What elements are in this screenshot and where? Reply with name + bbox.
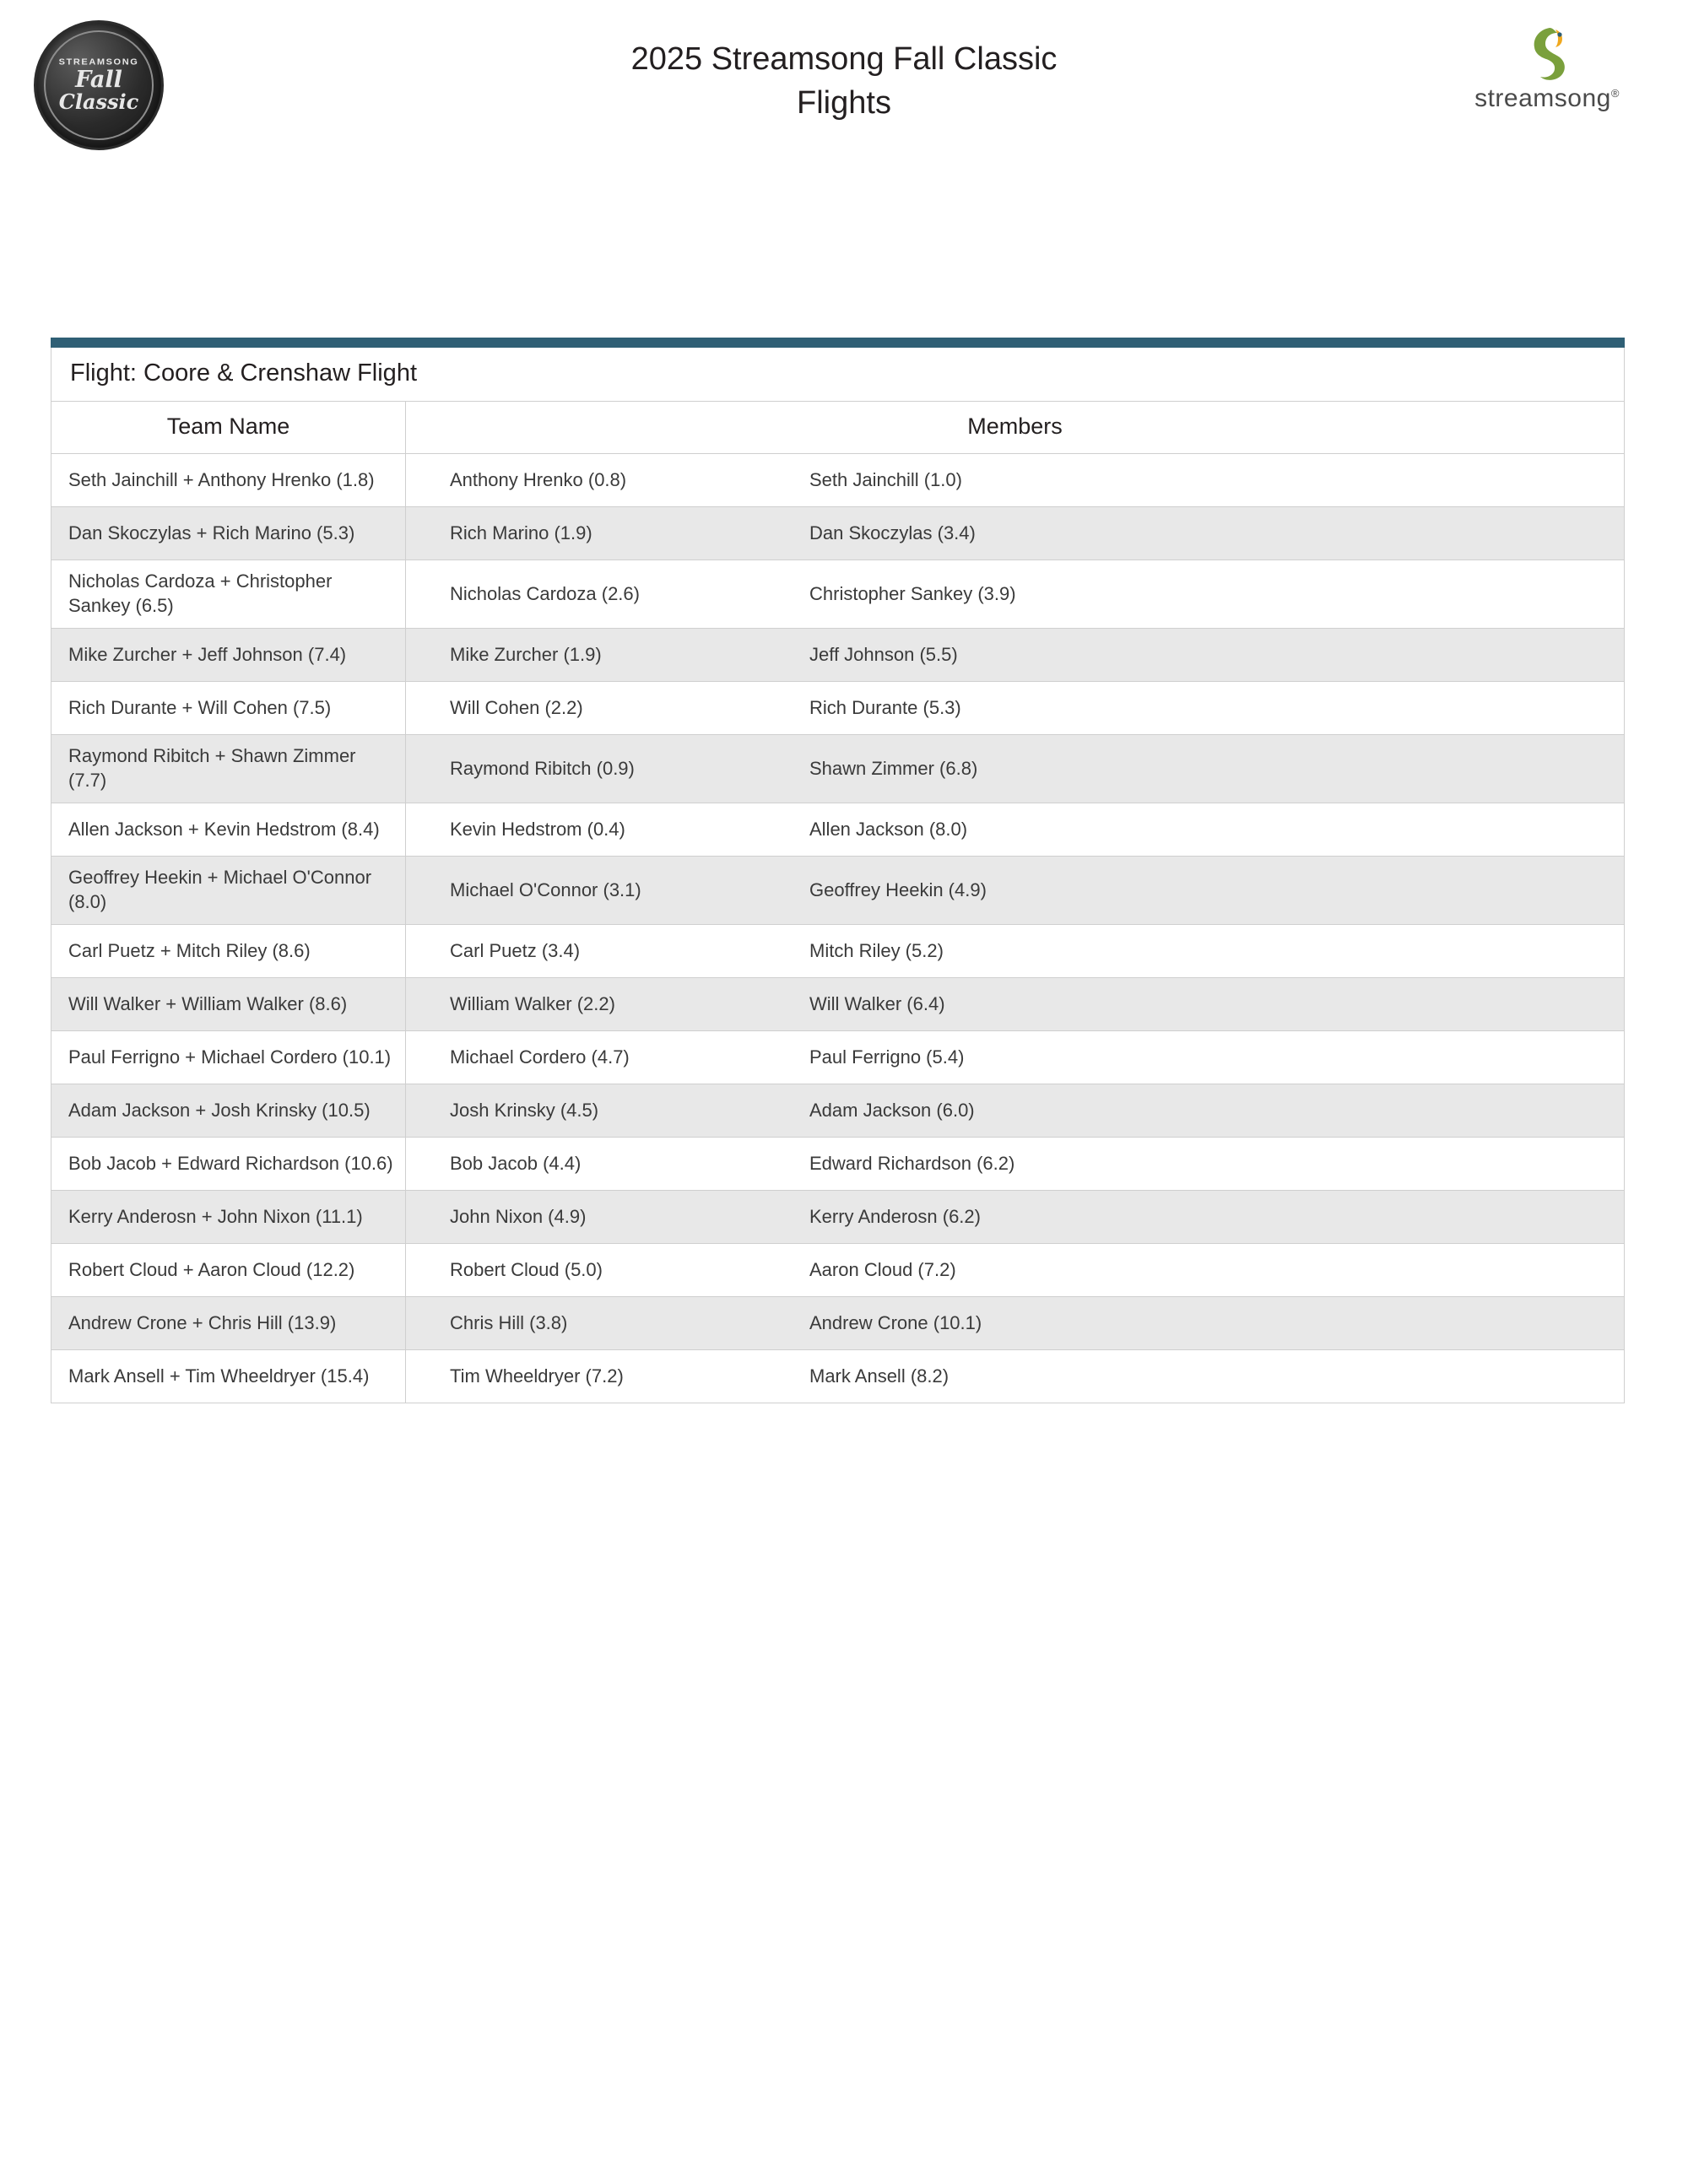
member-one: Kevin Hedstrom (0.4) [450,819,625,840]
table-row [51,1350,1625,1403]
table-row [51,1138,1625,1191]
member-two: Allen Jackson (8.0) [809,819,968,840]
member-two: Jeff Johnson (5.5) [809,644,958,665]
members-inner [406,568,1624,620]
flight-title-row [51,348,1625,402]
members-cell [406,1191,1625,1244]
members-inner [406,1084,1624,1137]
table-row [51,454,1625,507]
members-inner [406,629,1624,681]
streamsong-swan-logo-icon [1458,24,1636,84]
members-inner [406,1244,1624,1296]
team-name-cell: Kerry Anderosn + John Nixon (11.1) [51,1191,406,1244]
table-row [51,803,1625,857]
member-one: John Nixon (4.9) [450,1206,587,1227]
member-two: Shawn Zimmer (6.8) [809,758,978,779]
members-cell [406,507,1625,560]
table-row [51,629,1625,682]
member-one: William Walker (2.2) [450,993,615,1014]
team-name-cell: Robert Cloud + Aaron Cloud (12.2) [51,1244,406,1297]
members-inner [406,978,1624,1030]
team-name-cell: Raymond Ribitch + Shawn Zimmer (7.7) [51,735,406,803]
members-cell [406,857,1625,925]
team-name-cell: Andrew Crone + Chris Hill (13.9) [51,1297,406,1350]
column-header-team-name: Team Name [51,402,406,454]
team-name-cell: Bob Jacob + Edward Richardson (10.6) [51,1138,406,1191]
member-two: Christopher Sankey (3.9) [809,583,1016,604]
member-one: Chris Hill (3.8) [450,1312,568,1333]
members-inner [406,1297,1624,1349]
badge-inner [44,30,154,140]
members-cell [406,1350,1625,1403]
member-one: Michael Cordero (4.7) [450,1046,630,1068]
page-title-line-1: 2025 Streamsong Fall Classic [630,41,1058,77]
member-two: Seth Jainchill (1.0) [809,469,962,490]
member-one: Carl Puetz (3.4) [450,940,581,961]
members-cell [406,1084,1625,1138]
badge-mid-text: Fall [75,67,122,93]
table-header-row [51,402,1625,454]
team-name-cell: Nicholas Cardoza + Christopher Sankey (6.5) [51,560,406,629]
members-cell [406,682,1625,735]
members-inner [406,743,1624,795]
members-inner [406,1138,1624,1190]
member-one: Nicholas Cardoza (2.6) [450,583,640,604]
table-row [51,857,1625,925]
table-row [51,1031,1625,1084]
members-cell [406,454,1625,507]
member-two: Paul Ferrigno (5.4) [809,1046,965,1068]
members-inner [406,454,1624,506]
team-name-cell: Will Walker + William Walker (8.6) [51,978,406,1031]
members-cell [406,925,1625,978]
member-two: Kerry Anderosn (6.2) [809,1206,981,1227]
member-two: Geoffrey Heekin (4.9) [809,879,987,900]
team-name-cell: Dan Skoczylas + Rich Marino (5.3) [51,507,406,560]
table-row [51,1297,1625,1350]
badge-bottom-text: Classic [58,89,139,114]
table-row [51,507,1625,560]
page-header [0,0,1688,169]
member-one: Rich Marino (1.9) [450,522,592,543]
member-one: Robert Cloud (5.0) [450,1259,603,1280]
member-two: Mark Ansell (8.2) [809,1365,950,1387]
member-two: Rich Durante (5.3) [809,697,961,718]
members-cell [406,1138,1625,1191]
brand-name-text: streamsong [1474,84,1611,112]
members-cell [406,1031,1625,1084]
table-row [51,978,1625,1031]
member-two: Will Walker (6.4) [809,993,945,1014]
member-two: Dan Skoczylas (3.4) [809,522,976,543]
members-cell [406,803,1625,857]
streamsong-wordmark [1458,84,1636,113]
team-name-cell: Rich Durante + Will Cohen (7.5) [51,682,406,735]
member-two: Adam Jackson (6.0) [809,1100,975,1121]
member-one: Tim Wheeldryer (7.2) [450,1365,624,1387]
members-cell [406,1244,1625,1297]
members-cell [406,735,1625,803]
streamsong-logo [1458,24,1636,113]
member-one: Raymond Ribitch (0.9) [450,758,635,779]
accent-rule [51,338,1625,348]
members-inner [406,682,1624,734]
badge-top-text: STREAMSONG [58,57,139,68]
flight-title: Flight: Coore & Crenshaw Flight [51,348,1625,402]
members-inner [406,803,1624,856]
brand-trademark: ® [1610,87,1620,100]
team-name-cell: Mark Ansell + Tim Wheeldryer (15.4) [51,1350,406,1403]
table-row [51,682,1625,735]
table-row [51,1244,1625,1297]
member-one: Michael O'Connor (3.1) [450,879,641,900]
team-name-cell: Carl Puetz + Mitch Riley (8.6) [51,925,406,978]
members-cell [406,629,1625,682]
flight-table-body [51,348,1625,1403]
member-two: Andrew Crone (10.1) [809,1312,982,1333]
team-name-cell: Geoffrey Heekin + Michael O'Connor (8.0) [51,857,406,925]
page-title-line-2: Flights [797,85,891,121]
table-row [51,925,1625,978]
member-one: Anthony Hrenko (0.8) [450,469,627,490]
table-row [51,1191,1625,1244]
members-inner [406,864,1624,916]
team-name-cell: Adam Jackson + Josh Krinsky (10.5) [51,1084,406,1138]
table-row [51,560,1625,629]
column-header-members: Members [406,402,1625,454]
team-name-cell: Allen Jackson + Kevin Hedstrom (8.4) [51,803,406,857]
flight-table-card [51,338,1625,1403]
member-one: Mike Zurcher (1.9) [450,644,602,665]
members-cell [406,978,1625,1031]
member-one: Will Cohen (2.2) [450,697,583,718]
table-row [51,735,1625,803]
members-inner [406,507,1624,560]
table-row [51,1084,1625,1138]
team-name-cell: Seth Jainchill + Anthony Hrenko (1.8) [51,454,406,507]
member-one: Bob Jacob (4.4) [450,1153,582,1174]
members-inner [406,1191,1624,1243]
members-inner [406,925,1624,977]
members-cell [406,1297,1625,1350]
team-name-cell: Paul Ferrigno + Michael Cordero (10.1) [51,1031,406,1084]
member-two: Edward Richardson (6.2) [809,1153,1015,1174]
member-two: Mitch Riley (5.2) [809,940,944,961]
members-cell [406,560,1625,629]
page-title [0,37,1688,125]
team-name-cell: Mike Zurcher + Jeff Johnson (7.4) [51,629,406,682]
fall-classic-badge-icon [34,20,164,150]
flight-table [51,348,1625,1403]
member-one: Josh Krinsky (4.5) [450,1100,599,1121]
members-inner [406,1031,1624,1084]
member-two: Aaron Cloud (7.2) [809,1259,956,1280]
members-inner [406,1350,1624,1403]
